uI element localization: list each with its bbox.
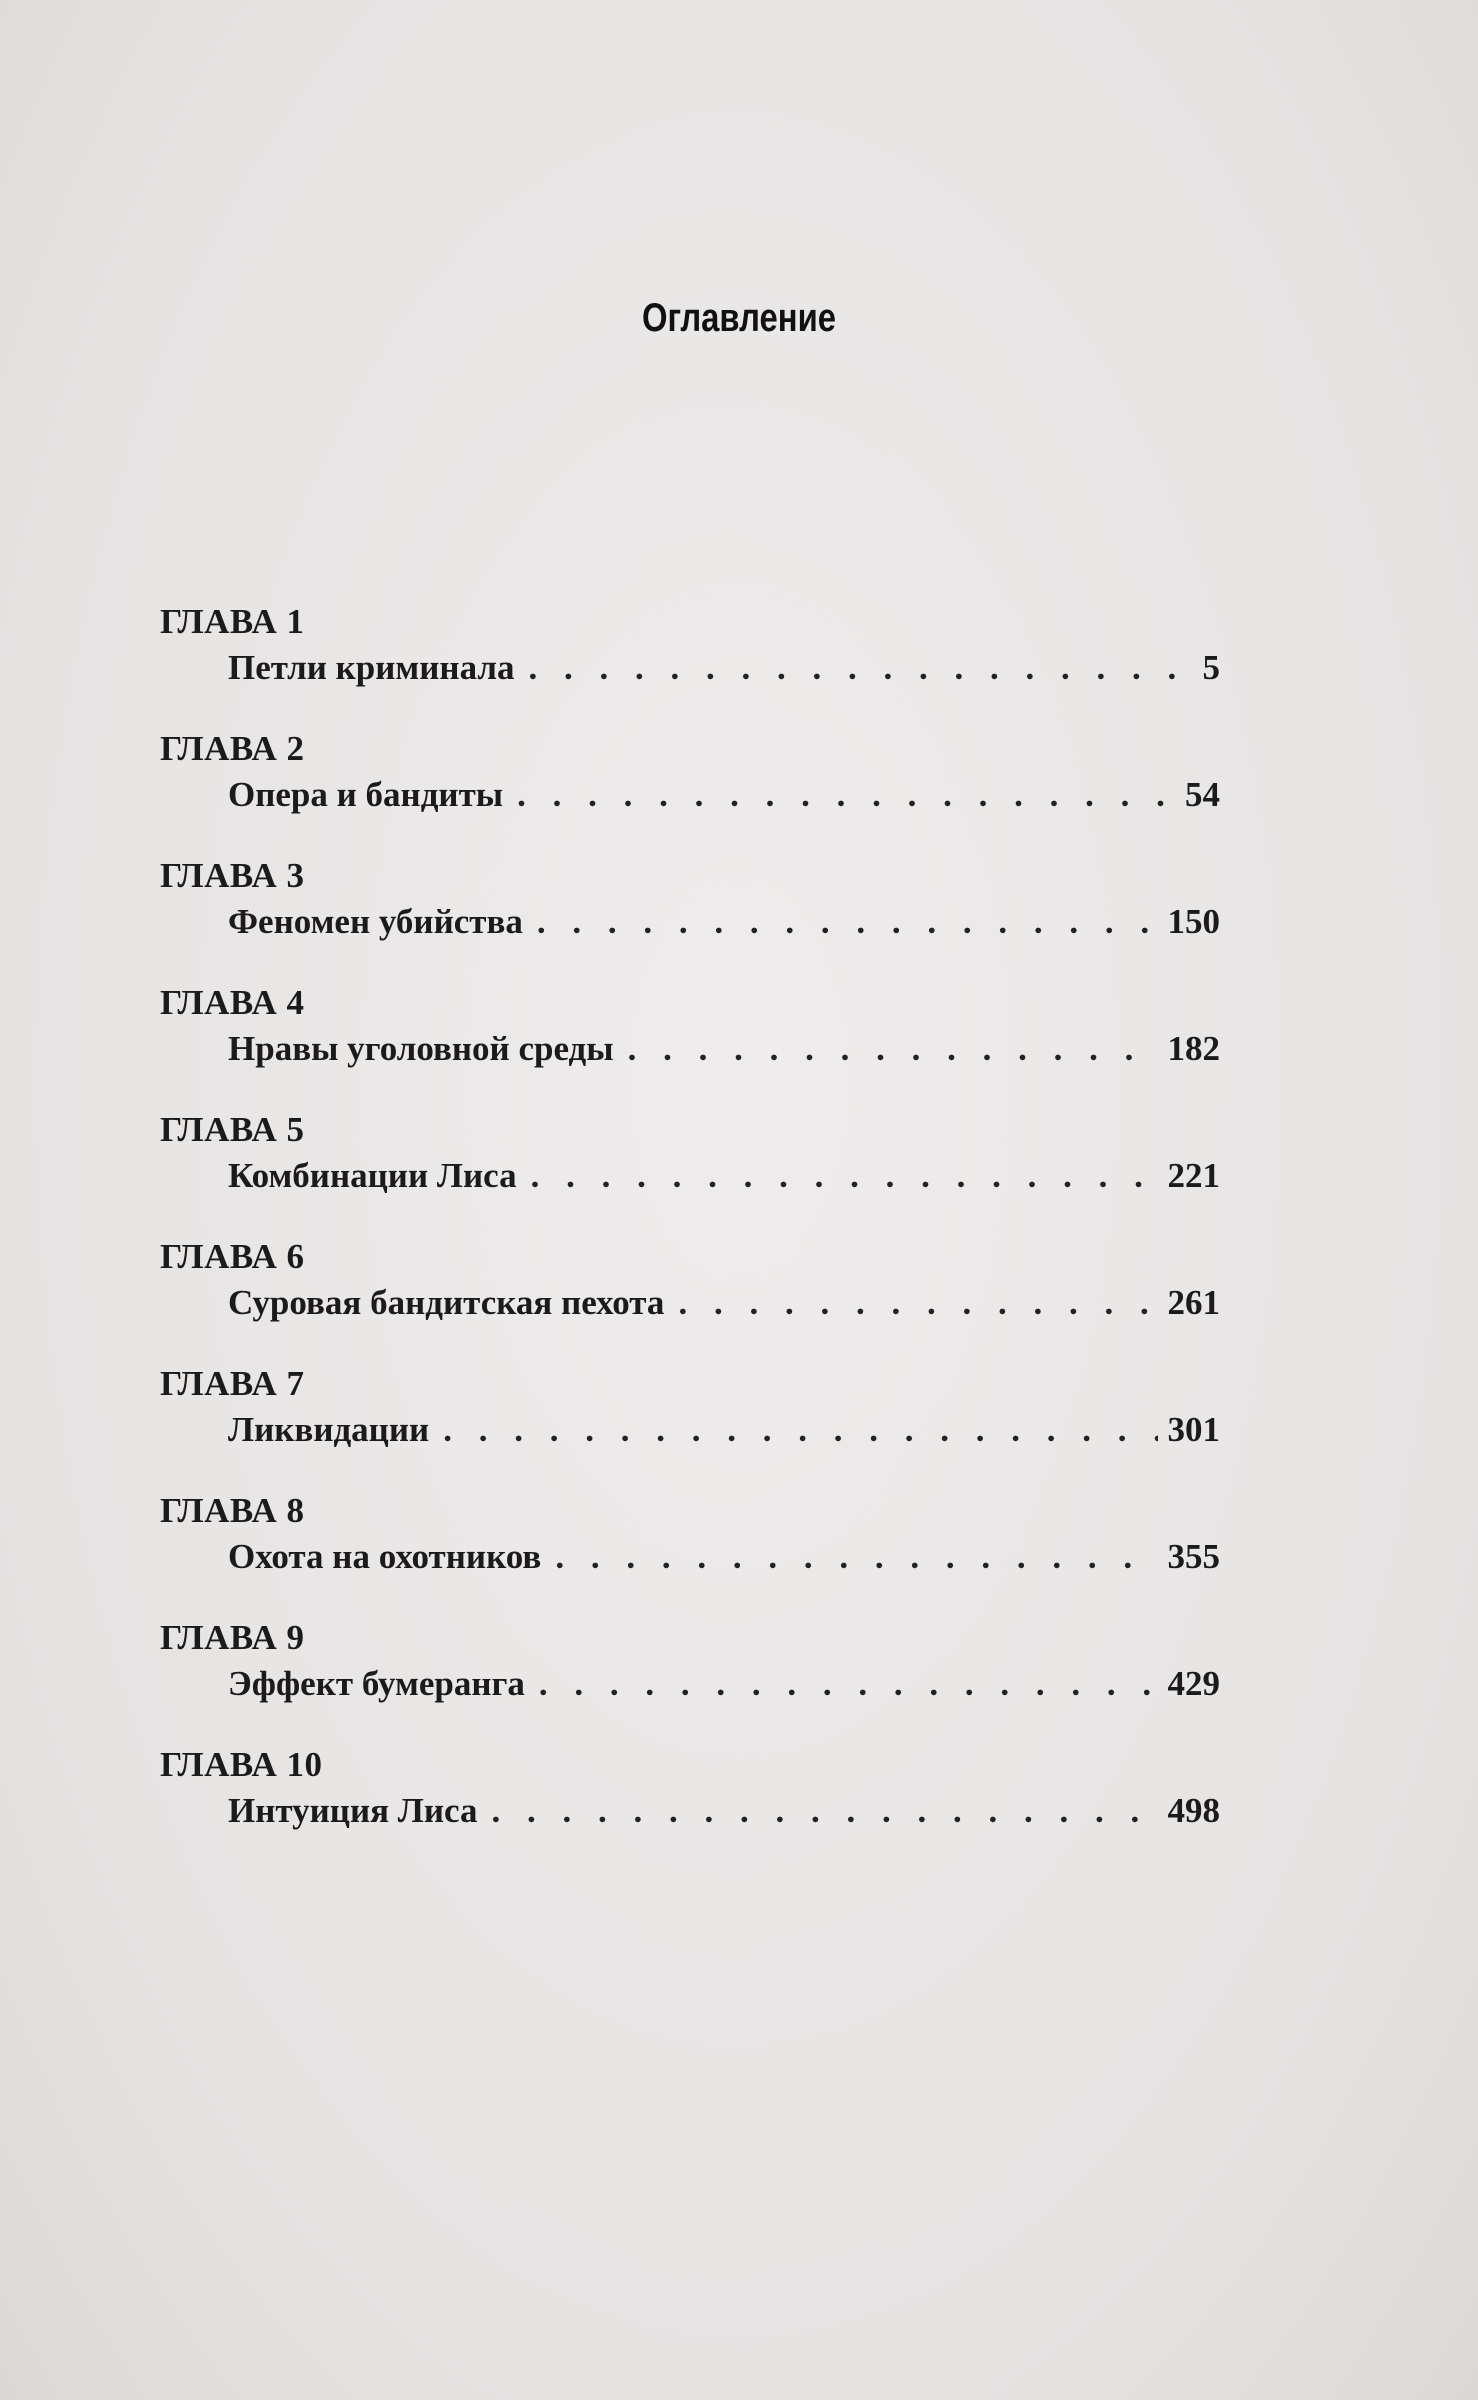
chapter-label: ГЛАВА 5 [160,1110,305,1149]
toc-entry [228,1533,1220,1581]
chapter-title: Охота на охотников [228,1537,542,1576]
toc-chapter-4 [160,981,1220,1108]
chapter-label: ГЛАВА 7 [160,1364,305,1403]
chapter-label: ГЛАВА 10 [160,1745,323,1784]
dot-leader [529,644,1190,692]
page-number: 301 [1167,1410,1220,1449]
toc-chapter-1 [160,600,1220,727]
table-of-contents [160,600,1220,1870]
toc-entry [228,898,1220,946]
page-number: 54 [1185,775,1220,814]
toc-chapter-7 [160,1362,1220,1489]
page-number: 355 [1167,1537,1220,1576]
dot-leader [678,1279,1157,1327]
page-number: 5 [1202,648,1220,687]
chapter-title: Феномен убийства [228,902,523,941]
toc-entry [228,1406,1220,1454]
dot-leader [492,1787,1158,1835]
chapter-title: Ликвидации [228,1410,430,1449]
chapter-title: Комбинации Лиса [228,1156,517,1195]
chapter-title: Опера и бандиты [228,775,504,814]
chapter-title: Нравы уголовной среды [228,1029,614,1068]
chapter-label: ГЛАВА 3 [160,856,305,895]
chapter-title: Суровая бандитская пехота [228,1283,665,1322]
toc-entry [228,644,1220,692]
toc-chapter-3 [160,854,1220,981]
toc-entry [228,1025,1220,1073]
toc-chapter-9 [160,1616,1220,1743]
dot-leader [443,1406,1157,1454]
chapter-label: ГЛАВА 9 [160,1618,305,1657]
toc-chapter-6 [160,1235,1220,1362]
toc-chapter-2 [160,727,1220,854]
toc-entry [228,1152,1220,1200]
chapter-label: ГЛАВА 2 [160,729,305,768]
toc-chapter-5 [160,1108,1220,1235]
dot-leader [537,898,1158,946]
dot-leader [628,1025,1158,1073]
page-number: 182 [1167,1029,1220,1068]
chapter-label: ГЛАВА 1 [160,602,305,641]
toc-entry [228,1279,1220,1327]
page-number: 221 [1167,1156,1220,1195]
chapter-label: ГЛАВА 4 [160,983,305,1022]
chapter-label: ГЛАВА 6 [160,1237,305,1276]
page-number: 261 [1167,1283,1220,1322]
dot-leader [517,771,1175,819]
chapter-title: Эффект бумеранга [228,1664,525,1703]
dot-leader [539,1660,1158,1708]
toc-entry [228,1660,1220,1708]
page-number: 150 [1167,902,1220,941]
toc-entry [228,1787,1220,1835]
dot-leader [555,1533,1157,1581]
chapter-title: Петли криминала [228,648,515,687]
toc-entry [228,771,1220,819]
chapter-title: Интуиция Лиса [228,1791,478,1830]
page-number: 429 [1167,1664,1220,1703]
page-number: 498 [1167,1791,1220,1830]
toc-chapter-10 [160,1743,1220,1870]
chapter-label: ГЛАВА 8 [160,1491,305,1530]
dot-leader [531,1152,1158,1200]
page-title: Оглавление [641,296,837,340]
toc-chapter-8 [160,1489,1220,1616]
